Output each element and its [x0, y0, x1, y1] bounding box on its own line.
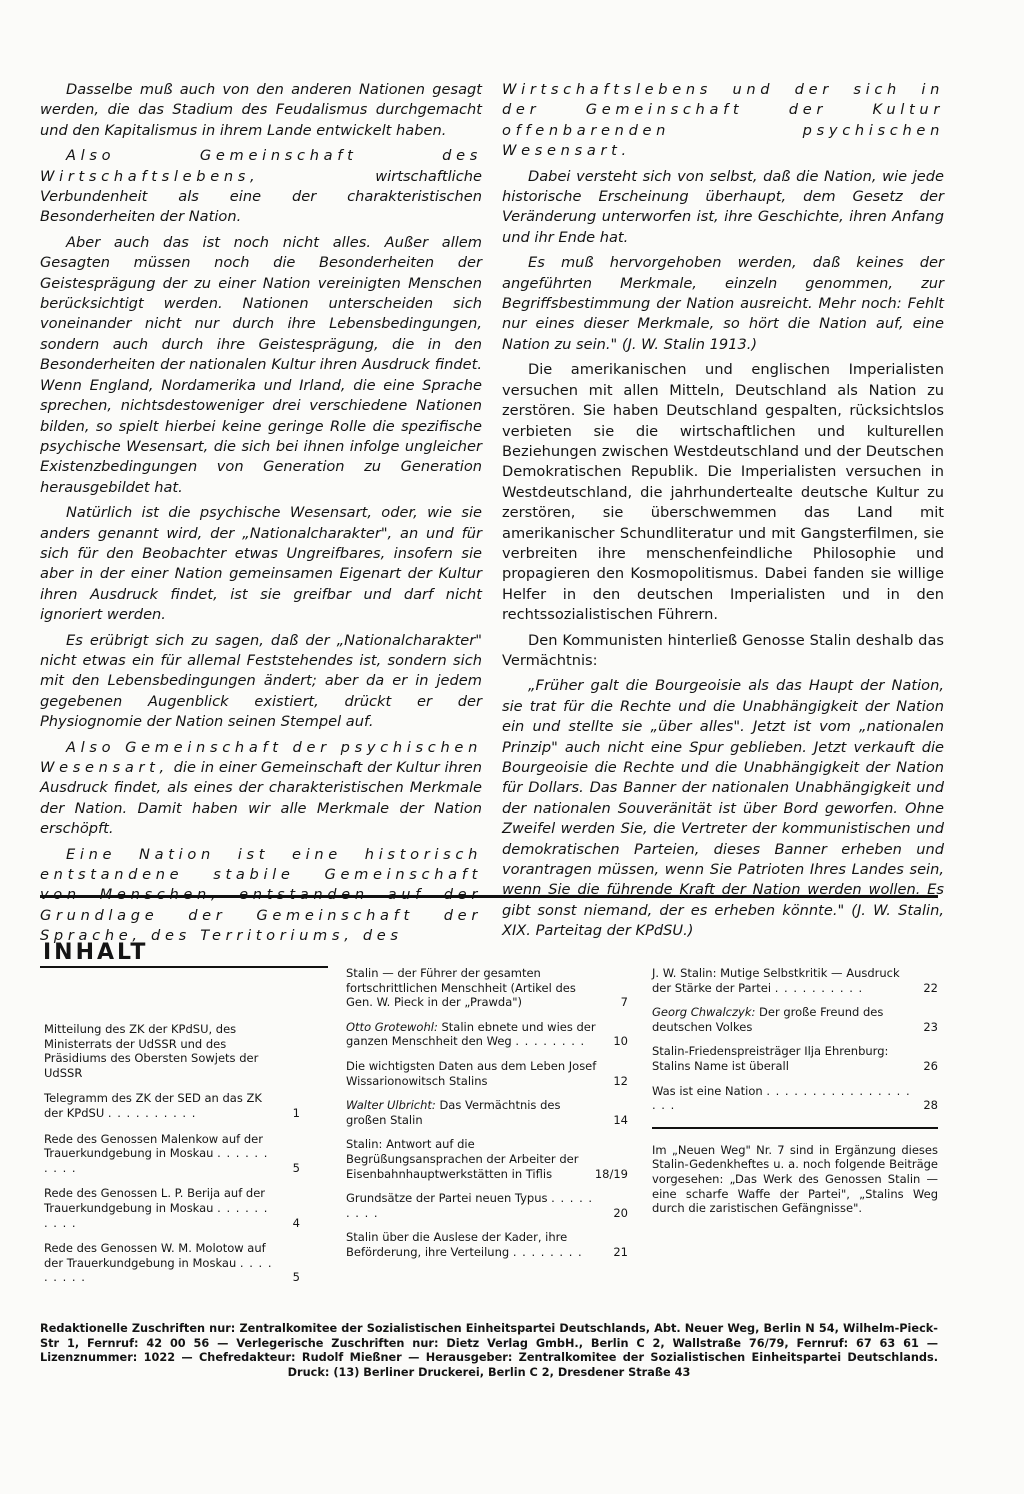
toc-column-3 [652, 966, 938, 1216]
toc-leader: . . . . . . . . . [44, 1255, 273, 1285]
toc-entry [652, 1005, 938, 1034]
quote-paragraph: „Früher galt die Bourgeoisie als das Haupt der Nation, sie trat für die Rechte und die Unabhängigkeit der Nation ein und stellte sie „über alles". Jetzt ist vom „nationalen Prinzip" auch nicht eine Spur geblieben. Jetzt verkauft die Bourgeoisie die Rechte und die Unabhängigkeit der Nation für Dollars. Das Banner der nationalen Unabhängigkeit und der nationalen Souveränität ist über Bord geworfen. Ohne Zweifel werden Sie, die Vertreter der kommunistischen und demokratischen Parteien, dieses Banner erheben und vorantragen müssen, wenn Sie Patrioten Ihres Landes sein, wenn Sie die führende Kraft der Nation werden wollen. Es gibt sonst niemand, der es erheben könnte." (J. W. Stalin, XIX. Parteitag der KPdSU.) [502, 677, 944, 940]
toc-entry [346, 1191, 628, 1220]
paragraph: Dasselbe muß auch von den anderen Nationen gesagt werden, die das Stadium des Feudalismus durchgemacht und den Kapitalismus in ihrem Lande entwickelt haben. [40, 81, 482, 139]
toc-entry-author: Otto Grotewohl: [346, 1019, 438, 1034]
toc-divider [652, 1127, 938, 1129]
toc-entry-page: 12 [613, 1073, 628, 1088]
toc-entry-title: Stalin: Antwort auf die Begrüßungsansprachen der Arbeiter der Eisenbahnhauptwerkstätten in Tiflis [346, 1137, 579, 1181]
toc-entry-title: Rede des Genossen Malenkow auf der Trauerkundgebung in Moskau [44, 1131, 263, 1161]
section-divider [40, 895, 938, 898]
toc-entry-title: Das Vermächtnis des großen Stalin [346, 1098, 561, 1127]
toc-entry [346, 1098, 628, 1127]
paragraph [40, 146, 482, 228]
toc-entry-page: 10 [613, 1034, 628, 1049]
toc-column-2 [346, 966, 628, 1270]
paragraph: Natürlich ist die psychische Wesensart, oder, wie sie anders genannt wird, der „Nationalcharakter", an und für sich für den Beobachter etwas Ungreifbares, insofern sie aber in der einer Nation gemeinsamen Eigenart der Kultur ihren Ausdruck findet, ist sie greifbar und darf nicht ignoriert werden. [40, 504, 482, 624]
toc-entry-page: 7 [620, 995, 628, 1010]
toc-leader: . . . . . . . . . . . . . . . . . . . [652, 1083, 911, 1113]
toc-entry-page: 4 [292, 1215, 300, 1230]
toc-column-1 [44, 1022, 300, 1296]
toc-entry-title: Stalin-Friedenspreisträger Ilja Ehrenburg: Stalins Name ist überall [652, 1044, 889, 1073]
definition-continuation: Wirtschaftslebens und der sich in der Gemeinschaft der Kultur offenbarenden psychischen Wesensart. [502, 81, 944, 160]
toc-entry-page: 23 [923, 1019, 938, 1034]
toc-entry-page: 18/19 [594, 1166, 628, 1181]
paragraph: Aber auch das ist noch nicht alles. Außer allem Gesagten müssen noch die Besonderheiten der Geistesprägung der zu einer Nation vereinigten Menschen berücksichtigt werden. Nationen unterscheiden sich voneinander nicht nur durch ihre Lebensbedingungen, sondern auch durch ihre Geistesprägung, die in den Besonderheiten der nationalen Kultur ihren Ausdruck findet. Wenn England, Nordamerika und Irland, die eine Sprache sprechen, nichtsdestoweniger drei verschiedene Nationen bilden, so spielt hierbei keine geringe Rolle die spezifische psychische Wesensart, die sich bei ihnen infolge ungleicher Existenzbedingungen von Generation zu Generation herausgebildet hat. [40, 233, 482, 496]
toc-entry [44, 1132, 300, 1176]
toc-leader: . . . . . . . . [512, 1244, 583, 1259]
toc-entry-page: 21 [613, 1244, 628, 1259]
paragraph: Die amerikanischen und englischen Imperialisten versuchen mit allen Mitteln, Deutschland als Nation zu zerstören. Sie haben Deutschland gespalten, rücksichtslos verbieten sie die wirtschaftlichen und kulturellen Beziehungen zwischen Westdeutschland und der Deutschen Demokratischen Republik. Die Imperialisten versuchen in Westdeutschland, die jahrhundertealte deutsche Kultur zu zerstören, sie überschwemmen das Land mit amerikanischer Schundliteratur und mit Gangsterfilmen, sie verbreiten ihre menschenfeindliche Philosophie und propagieren den Kosmopolitismus. Dabei fanden sie willige Helfer in den deutschen Imperialisten und in den rechtssozialistischen Führern. [502, 361, 944, 624]
toc-heading: INHALT [43, 940, 149, 965]
toc-entry [346, 1137, 628, 1181]
text-column-right [502, 80, 944, 947]
toc-entry-page: 20 [613, 1205, 628, 1220]
toc-entry-title: Was ist eine Nation [652, 1083, 763, 1098]
toc-leader: . . . . . . . . . . [774, 980, 864, 995]
toc-entry-title: Rede des Genossen L. P. Berija auf der Trauerkundgebung in Moskau [44, 1186, 266, 1215]
toc-entry-page: 5 [292, 1270, 300, 1285]
toc-entry-page: 22 [923, 980, 938, 995]
toc-leader: . . . . . . . . . [346, 1191, 594, 1220]
toc-entry-author: Walter Ulbricht: [346, 1098, 436, 1113]
spaced-emphasis: Also Gemeinschaft des Wirtschaftslebens, [40, 147, 482, 185]
toc-entry [44, 1091, 300, 1120]
toc-entry-author: Georg Chwalczyk: [652, 1005, 756, 1020]
toc-entry [44, 1022, 300, 1080]
spaced-emphasis: Also Gemeinschaft der psychischen Wesensart, [40, 738, 482, 776]
toc-entry-title: Stalin über die Auslese der Kader, ihre Beförderung, ihre Verteilung [346, 1230, 568, 1259]
toc-entry [652, 966, 938, 995]
definition-paragraph: Eine Nation ist eine historisch entstandene stabile Gemeinschaft von Menschen, entstanden auf der Grundlage der Gemeinschaft der Sprache, des Territoriums, des [40, 845, 482, 945]
toc-entry-page: 28 [923, 1098, 938, 1113]
paragraph [40, 738, 482, 840]
toc-entry [44, 1186, 300, 1230]
toc-entry [652, 1044, 938, 1073]
toc-entry-title: Telegramm des ZK der SED an das ZK der KPdSU [44, 1091, 262, 1120]
toc-entry-title: J. W. Stalin: Mutige Selbstkritik — Ausdruck der Stärke der Partei [652, 966, 900, 995]
toc-entry-title: Stalin — der Führer der gesamten fortschrittlichen Menschheit (Artikel des Gen. W. Pieck in der „Prawda") [346, 966, 576, 1010]
paragraph-continuation: die in einer Gemeinschaft der Kultur ihren Ausdruck findet, als eines der charakteristischen Merkmale der Nation. Damit haben wir alle Merkmale der Nation erschöpft. [40, 759, 482, 838]
toc-entry-title: Grundsätze der Partei neuen Typus [346, 1191, 548, 1206]
toc-heading-underline [40, 966, 328, 968]
toc-entry [346, 1059, 628, 1088]
paragraph: Es muß hervorgehoben werden, daß keines der angeführten Merkmale, einzeln genommen, zur Begriffsbestimmung der Nation ausreicht. Mehr noch: Fehlt nur eines dieser Merkmale, so hört die Nation auf, eine Nation zu sein." (J. W. Stalin 1913.) [502, 254, 944, 353]
paragraph: Dabei versteht sich von selbst, daß die Nation, wie jede historische Erscheinung überhaupt, dem Gesetz der Veränderung unterworfen ist, ihre Geschichte, ihren Anfang und ihr Ende hat. [502, 167, 944, 246]
toc-entry-title: Stalin ebnete und wies der ganzen Menschheit den Weg [346, 1019, 596, 1049]
paragraph: Den Kommunisten hinterließ Genosse Stalin deshalb das Vermächtnis: [502, 631, 944, 669]
text-column-left [40, 80, 482, 952]
toc-leader: . . . . . . . . [515, 1034, 586, 1049]
toc-entry-title: Der große Freund des deutschen Volkes [652, 1005, 884, 1034]
toc-leader: . . . . . . . . . . [107, 1105, 197, 1120]
toc-entry-page: 1 [292, 1105, 300, 1120]
toc-entry [346, 966, 628, 1010]
paragraph-continuation: wirtschaftliche Verbundenheit als eine der charakteristischen Besonderheiten der Nation. [40, 167, 482, 226]
toc-entry [346, 1230, 628, 1259]
toc-leader: . . . . . . . . . . [44, 1200, 269, 1230]
toc-leader: . . . . . . . . . . [44, 1146, 269, 1175]
toc-entry [652, 1084, 938, 1113]
toc-entry-title: Rede des Genossen W. M. Molotow auf der Trauerkundgebung in Moskau [44, 1241, 266, 1270]
imprint: Redaktionelle Zuschriften nur: Zentralkomitee der Sozialistischen Einheitspartei Deutschlands, Abt. Neuer Weg, Berlin N 54, Wilhelm-Pieck-Str 1, Fernruf: 42 00 56 — Verlegerische Zuschriften nur: Dietz Verlag GmbH., Berlin C 2, Wallstraße 76/79, Fernruf: 67 63 61 — Lizenznummer: 1022 — Chefredakteur: Rudolf Mießner — Herausgeber: Zentralkomitee der Sozialistischen Einheitspartei Deutschlands. Druck: (13) Berliner Druckerei, Berlin C 2, Dresdener Straße 43 [40, 1322, 938, 1379]
toc-entry-page: 5 [292, 1160, 300, 1175]
supplement-note: Im „Neuen Weg" Nr. 7 sind in Ergänzung dieses Stalin-Gedenkheftes u. a. noch folgende Beiträge vorgesehen: „Das Werk des Genossen Stalin — eine scharfe Waffe der Partei", „Stalins Weg durch die zaristischen Gefängnisse". [652, 1142, 938, 1216]
toc-entry [44, 1241, 300, 1285]
toc-entry-page: 26 [923, 1058, 938, 1073]
toc-entry-title: Mitteilung des ZK der KPdSU, des Ministerrats der UdSSR und des Präsidiums des Obersten Sowjets der UdSSR [44, 1022, 259, 1080]
toc-entry [346, 1020, 628, 1049]
paragraph: Es erübrigt sich zu sagen, daß der „Nationalcharakter" nicht etwas ein für allemal Feststehendes ist, sondern sich mit den Lebensbedingungen ändert; aber da er in jedem gegebenen Augenblick existiert, drückt er der Physiognomie der Nation seinen Stempel auf. [40, 631, 482, 731]
toc-entry-title: Die wichtigsten Daten aus dem Leben Josef Wissarionowitsch Stalins [346, 1058, 597, 1088]
toc-entry-page: 14 [613, 1112, 628, 1127]
